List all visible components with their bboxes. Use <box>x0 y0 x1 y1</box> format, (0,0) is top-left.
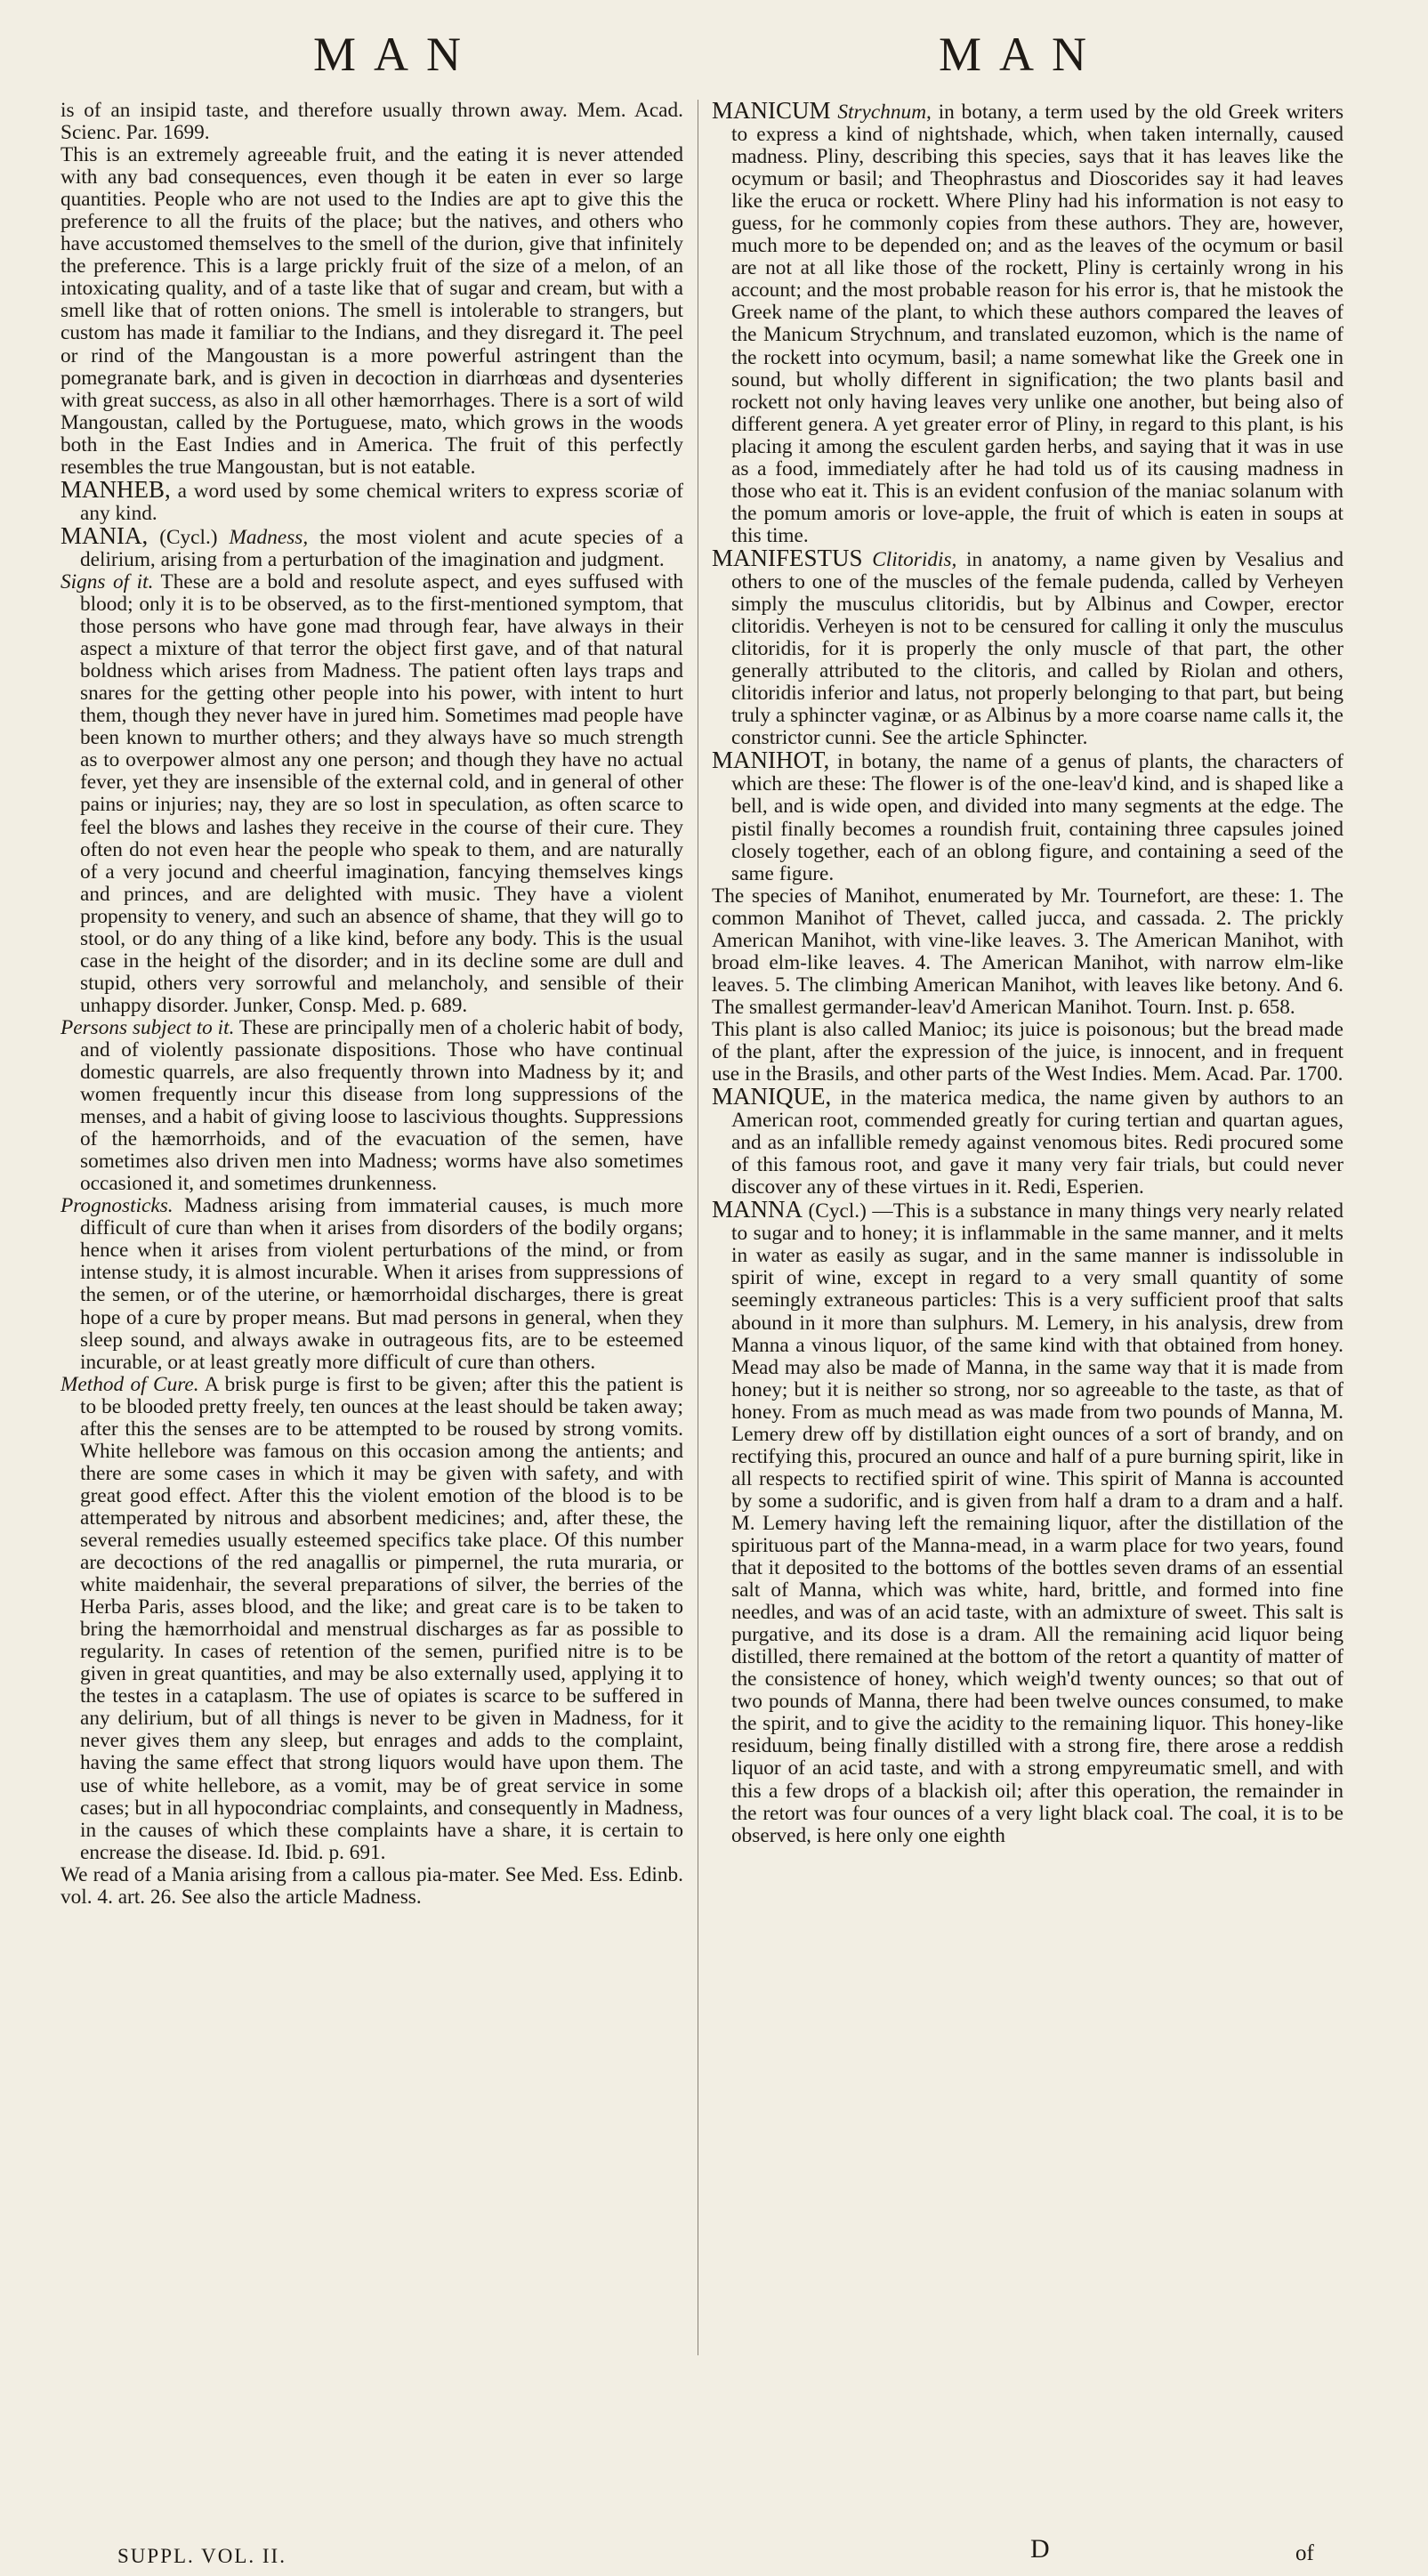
entry-subtitle: Madness, <box>229 525 309 549</box>
section-prognosticks <box>61 1195 683 1373</box>
paragraph: is of an insipid taste, and therefore usually thrown away. Mem. Acad. Scienc. Par. 1699. <box>61 99 683 145</box>
section-body: These are principally men of a choleric habit of body, and of violently passionate dispositions. Those who have continual domestic quarrels, are also frequently thrown into Madness by it; and women frequently incur this disease from long suppressions of the menses, and a habit of giving loose to lascivious thoughts. Suppressions of the hæmorrhoids, and of the evacuation of the semen, have sometimes also driven men into Madness; worms have also sometimes occasioned it, and sometimes drunkenness. <box>80 1015 684 1196</box>
paragraph: This plant is also called Manioc; its juice is poisonous; but the bread made of the plant, after the expression of the juice, is innocent, and in frequent use in the Brasils, and other parts of the West Indies. Mem. Acad. Par. 1700. <box>712 1017 1343 1086</box>
entry-manicum <box>712 97 1344 547</box>
volume-footer: SUPPL. VOL. II. <box>117 2545 286 2567</box>
entry-body: in the materica medica, the name given by authors to an American root, commended greatly for curing tertian and quartan agues, and as an infallible remedy against venomous bites. Redi procured some of this famous root, and gave it many very fair trials, but could never discover any of these virtues in it. Redi, Esperien. <box>731 1086 1343 1199</box>
entry-manheb <box>61 475 683 525</box>
catchword: of <box>1295 2541 1314 2565</box>
entry-body: in botany, the name of a genus of plants, the characters of which are these: The flower is of the one-leav'd kind, and is shaped like a bell, and is wide open, and divided into many segments at the edge. The pistil finally becomes a roundish fruit, containing three capsules joined closely together, each of an oblong figure, and containing a seed of the same figure. <box>731 750 1343 885</box>
section-heading: Signs of it. <box>61 569 154 594</box>
entry-body: a word used by some chemical writers to express scoriæ of any kind. <box>80 479 683 525</box>
entry-subtitle: Strychnum, <box>837 101 932 124</box>
section-heading: Prognosticks. <box>61 1194 173 1218</box>
entry-headword: MANIHOT, <box>712 747 830 774</box>
entry-manique <box>712 1083 1343 1199</box>
entry-subtitle: Clitoridis, <box>872 547 957 571</box>
left-column <box>61 100 683 1909</box>
section-heading: Method of Cure. <box>61 1372 199 1396</box>
paragraph: This is an extremely agreeable fruit, and the eating it is never attended with any bad consequences, even though it be eaten in ever so large quantities. People who are not used to the Indies are apt to give this the preference to all the fruits of the place; but the natives, and others who have accustomed themselves to the smell of the durion, give that infinitely the preference. This is a large prickly fruit of the size of a melon, of an intoxicating quality, and of a taste like that of sugar and cream, but with a smell like that of rotten onions. The smell is intolerable to strangers, but custom has made it familiar to the Indians, and they disregard it. The peel or rind of the Mangoustan is a more powerful astringent than the pomegranate bark, and is given in decoction in diarrhœas and dysenteries with great success, as also in all other hæmorrhages. There is a sort of wild Mangoustan, called by the Portuguese, mato, which grows in the woods both in the East Indies and in America. The fruit of this perfectly resembles the true Mangoustan, but is not eatable. <box>61 143 683 479</box>
entry-ref: (Cycl.) <box>159 525 218 549</box>
entry-mania <box>61 521 684 571</box>
running-header-right: MAN <box>939 28 1105 81</box>
entry-manna <box>712 1196 1343 1847</box>
entry-manihot <box>712 749 1343 884</box>
section-signs <box>61 571 683 1017</box>
section-body: These are a bold and resolute aspect, and eyes suffused with blood; only it is to be observed, as to the first-mentioned symptom, that those persons who have gone mad through fear, have always in their aspect a mixture of that terror the object first gave, and of that natural boldness which arises from Madness. The patient often lays traps and snares for the getting other people into his power, with intent to hurt them, though they never have in jured him. Sometimes mad people have been known to murther others; and they always have so much strength as to overpower almost any one person; and though they have no actual fever, yet they are insensible of the external cold, and in general of other pains or injuries; nay, they are so lost in speculation, as often scarce to feel the blows and lashes they receive in the course of their cure. They often do not even hear the people who speak to them, and are naturally of a very jocund and cheerful imagination, fancying themselves kings and princes, and are delighted with music. They have a violent propensity to venery, and such an absence of shame, that they will go to stool, or do any thing of a like kind, before any body. This is the usual case in the height of the disorder; and in its decline some are dull and stupid, others very sorrowful and melancholy, and sensible of their unhappy disorder. Junker, Consp. Med. p. 689. <box>80 569 683 1017</box>
section-body: A brisk purge is first to be given; after this the patient is to be blooded pretty freely, ten ounces at the least should be taken away; after this the senses are to be attempted to be roused by strong vomits. White hellebore was famous on this occasion among the antients; and there are some cases in which it may be given with safety, and with great good effect. After this the violent emotion of the blood is to be attemperated by nitrous and absorbent medicines; and, after these, the several remedies usually esteemed specifics take place. Of this number are decoctions of the red anagallis or pimpernel, the ruta muraria, or white maidenhair, the several preparations of silver, the berries of the Herba Paris, asses blood, and the like; and great care is to be taken to bring the hæmorrhoidal and menstrual discharges as far as possible to regularity. In cases of retention of the semen, purified nitre is to be given in great quantities, and may be also externally used, applying it to the testes in a cataplasm. The use of opiates is scarce to be suffered in any delirium, but of all things is never to be given in Madness, for it never gives them any sleep, but enrages and adds to the complaint, having the same effect that strong liquors would have upon them. The use of white hellebore, as a vomit, may be of great service in some cases; but in all hypocondriac complaints, and consequently in Madness, in the causes of which these complaints have a share, it is certain to encrease the disease. Id. Ibid. p. 691. <box>80 1372 683 1864</box>
section-heading: Persons subject to it. <box>61 1015 235 1039</box>
entry-headword: MANIFESTUS <box>712 544 863 571</box>
entry-manifestus <box>712 544 1344 750</box>
entry-headword: MANIQUE, <box>712 1083 832 1110</box>
section-body: Madness arising from immaterial causes, is much more difficult of cure than when it arises from disorders of the bodily organs; hence when it arises from violent perturbations of the mind, or from intense study, it is almost incurable. When it arises from suppressions of the semen, or of the uterine, or hæmorrhoidal discharges, there is great hope of a cure by proper means. But mad persons in general, when they sleep sound, and always awake in outrageous fits, are to be esteemed incurable, or at least greatly more difficult of cure than others. <box>80 1194 683 1374</box>
paragraph: The species of Manihot, enumerated by Mr. Tournefort, are these: 1. The common Manihot of Thevet, called jucca, and cassada. 2. The prickly American Manihot, with vine-like leaves. 3. The American Manihot, with broad elm-like leaves. 4. The American Manihot, with narrow elm-like leaves. 5. The climbing American Manihot, with leaves like betony. And 6. The smallest germander-leav'd American Manihot. Tourn. Inst. p. 658. <box>712 884 1343 1019</box>
entry-headword: MANHEB, <box>61 475 171 503</box>
section-persons <box>61 1017 683 1195</box>
paragraph: We read of a Mania arising from a callous pia-mater. See Med. Ess. Edinb. vol. 4. art. 26. See also the article Madness. <box>61 1862 683 1909</box>
entry-ref: (Cycl.) <box>808 1199 867 1223</box>
section-method <box>61 1374 683 1864</box>
entry-body: in anatomy, a name given by Vesalius and others to one of the muscles of the female pudenda, called by Verheyen simply the musculus clitoridis, but by Albinus and Cowper, erector clitoridis. Verheyen is not to be censured for calling it only the musculus clitoridis, for it is properly the only muscle of that part, the other generally attributed to the clitoris, and called by Riolan and others, clitoridis inferior and latus, not properly belonging to that part, but being truly a sphincter vaginæ, or as Albinus by a more coarse name calls it, the constrictor cunni. See the article Sphincter. <box>731 547 1344 750</box>
entry-headword: MANICUM <box>712 97 831 124</box>
signature-mark: D <box>1030 2534 1050 2564</box>
entry-body: the most violent and acute species of a delirium, arising from a perturbation of the imagination and judgment. <box>80 525 684 571</box>
right-column <box>712 97 1344 1847</box>
entry-body: in botany, a term used by the old Greek writers to express a kind of nightshade, which, when taken internally, caused madness. Pliny, describing this species, says that it has leaves like the ocymum or basil; and Theophrastus and Dioscorides say it had leaves like the eruca or rockett. Where Pliny had his information is not easy to guess, for he commonly copies from these authors. They are, however, much more to be depended on; and as the leaves of the ocymum or basil are not at all like those of the rockett, Pliny is certainly wrong in his account; and the most probable reason for his error is, that he mistook the Greek name of the plant, to which these authors compared the leaves of the Manicum Strychnum, and translated euzomon, which is the name of the rockett into ocymum, basil; a name somewhat like the Greek one in sound, but wholly different in signification; the two plants basil and rockett not only having leaves very unlike one another, but being also of different genera. A yet greater error of Pliny, in regard to this plant, is his placing it among the esculent garden herbs, and saying that it was in use as a food, immediately after he had told us of its causing madness in those who eat it. This is an evident confusion of the maniac solanum with the pomum amoris or love-apple, the fruit of which is eaten in soups at this time. <box>731 101 1344 547</box>
entry-headword: MANIA, <box>61 521 149 549</box>
entry-headword: MANNA <box>712 1196 803 1223</box>
entry-body: —This is a substance in many things very nearly related to sugar and to honey; it is inflammable in the same manner, and it melts in water as easily as sugar, and in the same manner is indissoluble in spirit of wine, except in regard to a very small quantity of some seemingly extraneous particles: This is a very sufficient proof that salts abound in it more than sulphurs. M. Lemery, in his analysis, drew from Manna a vinous liquor, of the same kind with that obtained from honey. Mead may also be made of Manna, in the same way that it is made from honey; but it is neither so strong, nor so agreeable to the taste, as that of honey. From as much mead as was made from two pounds of Manna, M. Lemery drew off by distillation eight ounces of a sort of brandy, and on rectifying this, procured an ounce and half of a pure burning spirit, like in all respects to rectified spirit of wine. This spirit of Manna is accounted by some a sudorific, and is given from half a dram to a dram and a half. M. Lemery having left the remaining liquor, after the distillation of the spirituous part of the Manna-mead, in a warm place for two years, found that it deposited to the bottoms of the bottles seven drams of an essential salt of Manna, which was white, hard, brittle, and formed into fine needles, and was of an acid taste, with an admixture of sweet. This salt is purgative, and its dose is a dram. All the remaining acid liquor being distilled, there remained at the bottom of the retort a quantity of matter of the consistence of honey, which weigh'd twenty ounces; so that out of two pounds of Manna, there had been twelve ounces consumed, to make the spirit, and to give the acidity to the remaining liquor. This honey-like residuum, being finally distilled with a strong fire, there arose a reddish liquor of an acid taste, and with a strong empyreumatic smell, and with this a few drops of a blackish oil; after this operation, the remainder in the retort was four ounces of a very light black coal. The coal, it is to be observed, is here only one eighth <box>731 1199 1343 1847</box>
running-header-left: MAN <box>313 28 480 81</box>
